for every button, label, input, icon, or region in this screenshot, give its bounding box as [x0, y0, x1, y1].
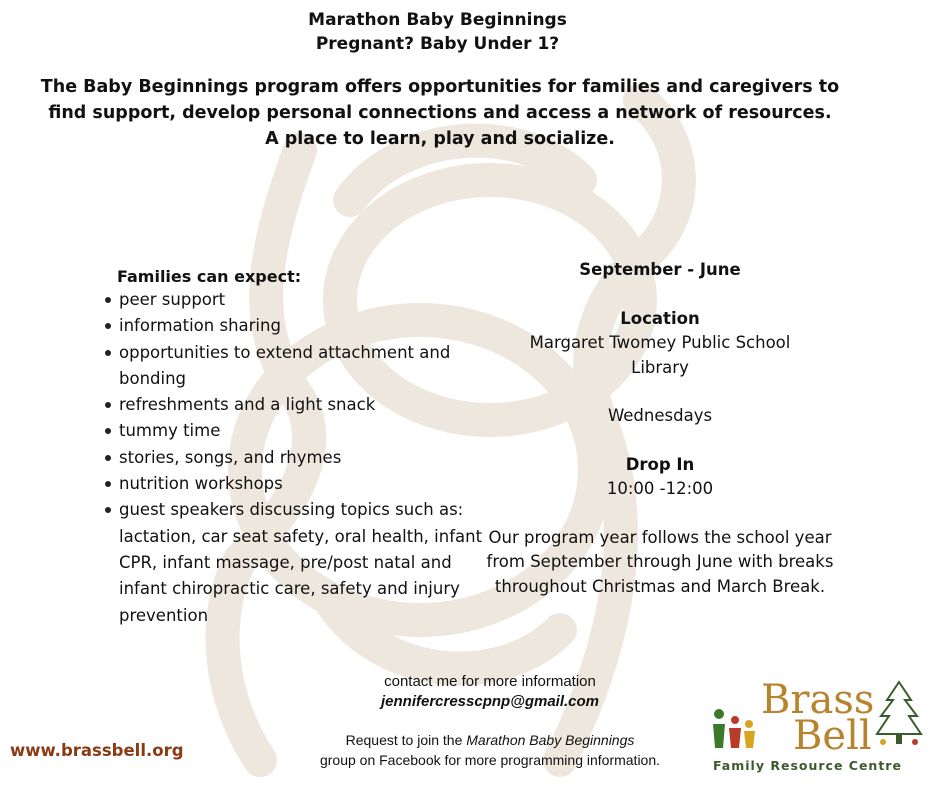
logo-tagline: Family Resource Centre — [713, 758, 902, 773]
logo-word-bell: Bell — [793, 713, 872, 759]
page-title — [0, 8, 875, 56]
list-item: peer support — [119, 287, 489, 313]
title-line-1: Marathon Baby Beginnings — [308, 10, 567, 30]
season: September - June — [579, 260, 741, 279]
dropin-label: Drop In — [625, 454, 695, 474]
list-item: information sharing — [119, 313, 489, 339]
request-prefix: Request to join the — [345, 732, 467, 748]
expect-list — [101, 287, 489, 629]
program-year-note: Our program year follows the school year from September through June with breaks throughout Christmas and March Break. — [486, 527, 834, 596]
meeting-day: Wednesdays — [607, 406, 713, 425]
list-item: guest speakers discussing topics such as: lactation, car seat safety, oral health, infant CPR, infant massage, pre/post natal and infant chiropractic care, safety and injury prevention — [119, 497, 489, 628]
title-line-2: Pregnant? Baby Under 1? — [315, 34, 560, 54]
website-link[interactable]: www.brassbell.org — [10, 741, 184, 760]
dropin-time: 10:00 -12:00 — [606, 479, 714, 498]
intro-tagline: A place to learn, play and socialize. — [265, 129, 615, 149]
intro-block — [40, 74, 840, 152]
logo-word-brass: Brass — [761, 677, 875, 723]
location-label: Location — [620, 308, 700, 328]
contact-line: contact me for more information — [384, 673, 596, 690]
list-item: tummy time — [119, 418, 489, 444]
facebook-group-name: Marathon Baby Beginnings — [466, 732, 635, 748]
location-line-2: Library — [631, 357, 689, 377]
tree-icon — [873, 680, 925, 750]
list-item: refreshments and a light snack — [119, 392, 489, 418]
location-line-1: Margaret Twomey Public School — [529, 333, 791, 352]
list-item: opportunities to extend attachment and bonding — [119, 340, 489, 393]
contact-email[interactable]: jennifercresscpnp@gmail.com — [380, 693, 600, 710]
intro-text: The Baby Beginnings program offers opportunities for families and caregivers to find support, develop personal connections and access a network of resources. — [40, 77, 840, 123]
facebook-request — [250, 730, 730, 770]
schedule-column — [470, 258, 850, 599]
brass-bell-logo — [705, 677, 930, 780]
request-suffix: group on Facebook for more programming information. — [319, 752, 661, 768]
contact-block — [290, 672, 690, 712]
list-item: stories, songs, and rhymes — [119, 445, 489, 471]
list-item: nutrition workshops — [119, 471, 489, 497]
family-figures-icon — [709, 704, 761, 752]
expect-heading: Families can expect: — [117, 267, 302, 286]
